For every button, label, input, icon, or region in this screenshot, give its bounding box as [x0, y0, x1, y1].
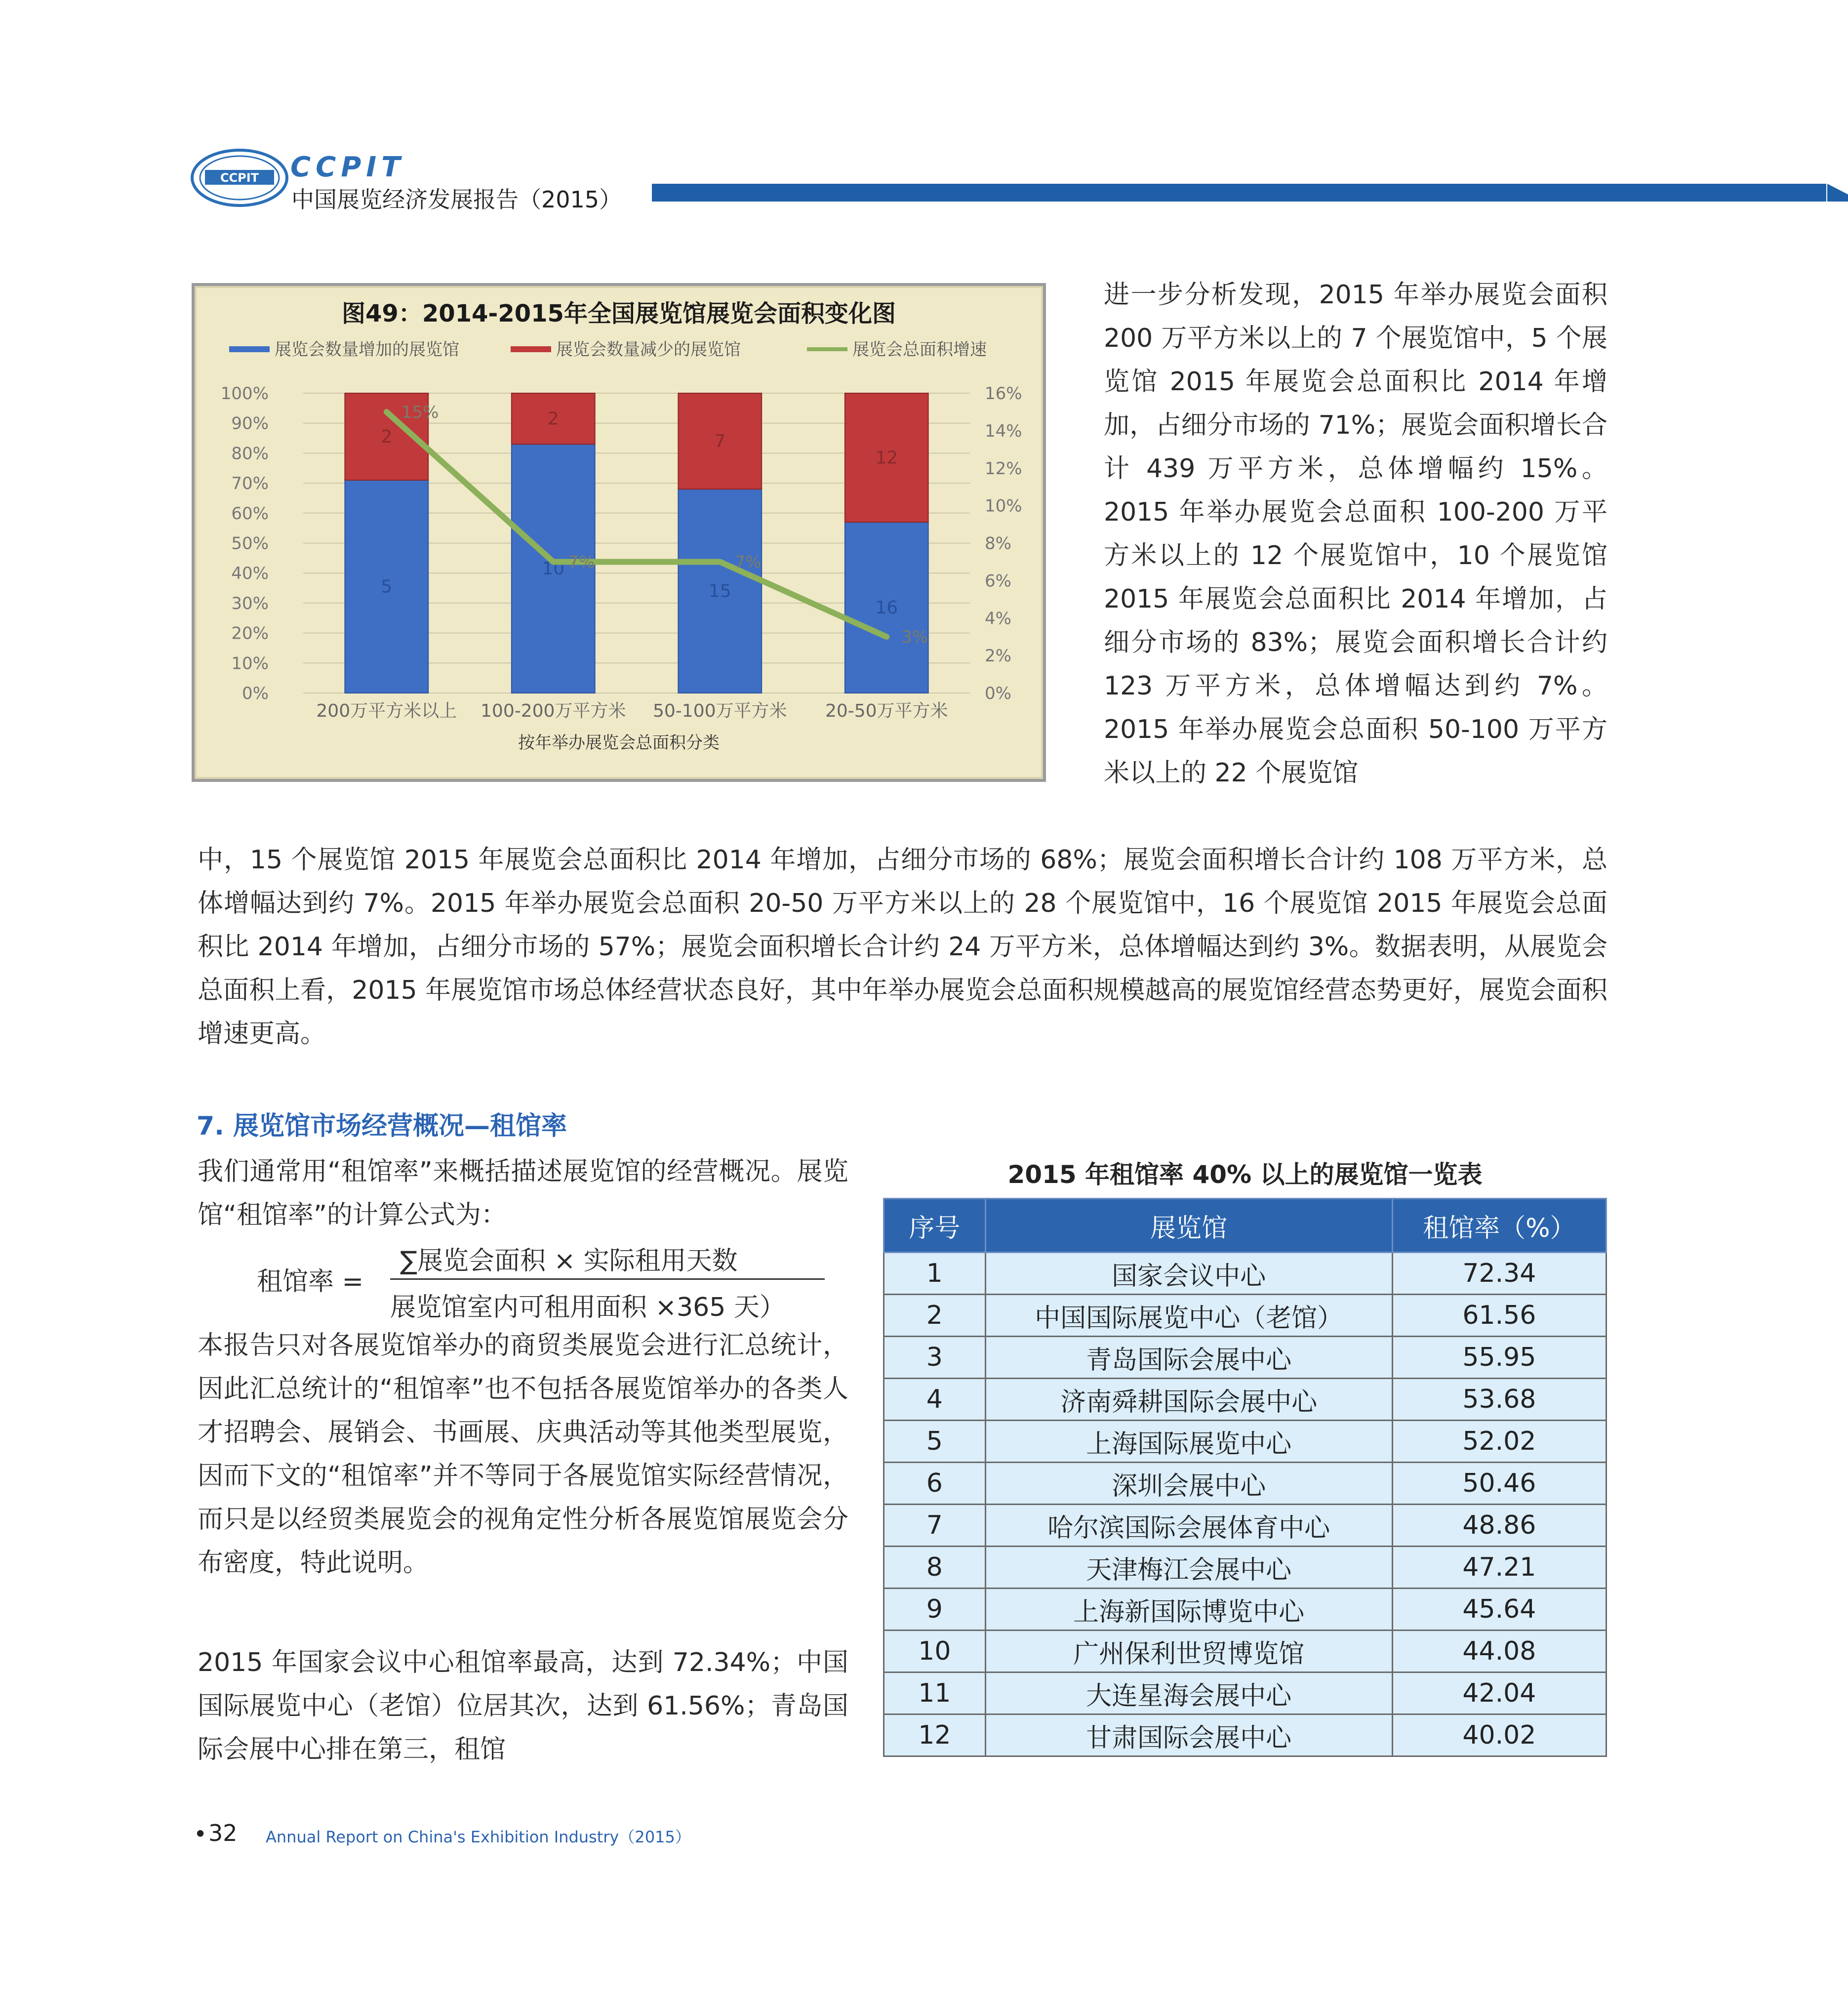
table-cell-index: 6 — [884, 1463, 986, 1505]
table-cell-venue: 国家会议中心 — [985, 1253, 1392, 1295]
table-cell-index: 2 — [884, 1295, 986, 1337]
footer-report-name: Annual Report on China's Exhibition Industry（2015） — [266, 1828, 691, 1846]
x-axis-tick-label: 50-100万平方米 — [652, 701, 787, 721]
chart-title: 图49：2014-2015年全国展览馆展览会面积变化图 — [342, 300, 896, 327]
table-cell-index: 1 — [884, 1253, 986, 1295]
table-cell-venue: 甘肃国际会展中心 — [985, 1714, 1392, 1756]
ccpit-logo — [190, 148, 289, 207]
formula-numerator: ∑展览会面积 × 实际租用天数 — [400, 1246, 738, 1276]
x-axis-title: 按年举办展览会总面积分类 — [518, 733, 720, 753]
y2-axis-tick-label: 0% — [985, 684, 1011, 703]
report-title: 中国展览经济发展报告（2015） — [291, 186, 622, 213]
y-axis-tick-label: 60% — [231, 503, 269, 524]
bar-increase-label: 16 — [875, 598, 898, 618]
table-cell-index: 3 — [884, 1337, 986, 1379]
bar-increase-label: 15 — [708, 581, 731, 602]
table-title: 2015 年租馆率 40% 以上的展览馆一览表 — [1007, 1160, 1483, 1189]
table-row — [884, 1714, 1607, 1756]
table-cell-venue: 深圳会展中心 — [985, 1463, 1392, 1505]
table-cell-rate: 45.64 — [1392, 1589, 1606, 1631]
table-row — [884, 1505, 1607, 1547]
paragraph-rental-ranking: 2015 年国家会议中心租馆率最高，达到 72.34%；中国国际展览中心（老馆）位居其次，达到 61.56%；青岛国际会展中心排在第三，租馆 — [198, 1648, 848, 1764]
rental-rate-table — [883, 1198, 1607, 1757]
table-row — [884, 1337, 1607, 1379]
y2-axis-tick-label: 2% — [985, 646, 1011, 666]
logo-text: CCPIT — [220, 171, 259, 185]
table-row — [884, 1589, 1607, 1631]
table-cell-venue: 天津梅江会展中心 — [985, 1547, 1392, 1589]
chart-svg — [195, 286, 1043, 779]
table-row — [884, 1379, 1607, 1421]
bar-increase-label: 5 — [381, 576, 393, 597]
table-cell-index: 8 — [884, 1547, 986, 1589]
growth-label: 15% — [401, 402, 439, 422]
y-axis-tick-label: 10% — [231, 653, 269, 674]
table-cell-index: 10 — [884, 1631, 986, 1672]
table-row — [884, 1253, 1607, 1295]
table-row — [884, 1463, 1607, 1505]
bar-decrease-label: 2 — [381, 427, 393, 448]
table-cell-index: 12 — [884, 1714, 986, 1756]
table-cell-rate: 48.86 — [1392, 1505, 1606, 1547]
y2-axis-tick-label: 10% — [985, 496, 1022, 516]
table-row — [884, 1421, 1607, 1463]
table-cell-venue: 上海新国际博览中心 — [985, 1589, 1392, 1631]
legend-swatch — [229, 346, 270, 352]
table-row — [884, 1672, 1607, 1714]
bar-decrease-label: 7 — [714, 431, 726, 452]
table-cell-rate: 47.21 — [1392, 1547, 1606, 1589]
table-cell-index: 4 — [884, 1379, 986, 1421]
table-cell-index: 9 — [884, 1589, 986, 1631]
y-axis-tick-label: 80% — [231, 444, 269, 464]
table-cell-rate: 52.02 — [1392, 1421, 1606, 1463]
y-axis-tick-label: 0% — [242, 684, 269, 703]
y2-axis-tick-label: 12% — [985, 458, 1022, 479]
y2-axis-tick-label: 6% — [985, 571, 1011, 591]
table-cell-venue: 广州保利世贸博览馆 — [985, 1631, 1392, 1672]
section-heading-rental-rate: 7. 展览馆市场经营概况—租馆率 — [197, 1111, 567, 1141]
x-axis-tick-label: 100-200万平方米 — [481, 701, 626, 721]
table-header-venue: 展览馆 — [985, 1199, 1392, 1253]
y2-axis-tick-label: 14% — [985, 421, 1022, 441]
table-cell-index: 7 — [884, 1505, 986, 1547]
x-axis-tick-label: 200万平方米以上 — [316, 701, 457, 721]
y2-axis-tick-label: 8% — [985, 533, 1011, 554]
table-row — [884, 1295, 1607, 1337]
rental-rate-formula — [257, 1235, 849, 1324]
formula-denominator: 展览馆室内可租用面积 ×365 天） — [390, 1293, 785, 1322]
page-number: 32 — [208, 1820, 238, 1846]
y-axis-tick-label: 50% — [231, 533, 269, 554]
table-cell-rate: 61.56 — [1392, 1295, 1606, 1337]
y-axis-tick-label: 20% — [231, 623, 269, 644]
table-cell-index: 11 — [884, 1672, 986, 1714]
bar-increase-label: 10 — [542, 559, 565, 579]
x-axis-tick-label: 20-50万平方米 — [825, 701, 948, 721]
table-cell-rate: 50.46 — [1392, 1463, 1606, 1505]
y2-axis-tick-label: 4% — [985, 609, 1011, 629]
table-header-index: 序号 — [884, 1199, 986, 1253]
y-axis-tick-label: 30% — [231, 593, 269, 613]
bar-decrease-label: 12 — [875, 448, 898, 468]
legend-label: 展览会数量增加的展览馆 — [275, 340, 459, 360]
brand-name: CCPIT — [290, 151, 405, 183]
paragraph-rental-note: 本报告只对各展览馆举办的商贸类展览会进行汇总统计，因此汇总统计的“租馆率”也不包括各展览馆举办的各类人才招聘会、展销会、书画展、庆典活动等其他类型展览，因而下文的“租馆率”并不等同于各展览馆实际经营情况，而只是以经贸类展览会的视角定性分析各展览馆展览会分布密度，特此说明。 — [198, 1331, 848, 1578]
table-header-rate: 租馆率（%） — [1392, 1199, 1606, 1253]
header-bar — [652, 184, 1826, 202]
table-cell-rate: 44.08 — [1392, 1631, 1606, 1672]
legend-label: 展览会数量减少的展览馆 — [556, 340, 741, 360]
table-header-row — [884, 1199, 1607, 1253]
table-row — [884, 1631, 1607, 1672]
table-cell-venue: 哈尔滨国际会展体育中心 — [985, 1505, 1392, 1547]
table-cell-index: 5 — [884, 1421, 986, 1463]
formula-fraction-line — [390, 1278, 825, 1280]
table-cell-venue: 中国国际展览中心（老馆） — [985, 1295, 1392, 1337]
y-axis-tick-label: 90% — [231, 413, 269, 434]
table-row — [884, 1547, 1607, 1589]
table-cell-venue: 上海国际展览中心 — [985, 1421, 1392, 1463]
bar-decrease-label: 2 — [547, 408, 559, 429]
growth-label: 3% — [901, 627, 928, 648]
table-cell-rate: 42.04 — [1392, 1672, 1606, 1714]
y2-axis-tick-label: 16% — [985, 384, 1022, 404]
table-cell-rate: 72.34 — [1392, 1253, 1606, 1295]
legend-swatch — [511, 346, 551, 352]
table-cell-rate: 55.95 — [1392, 1337, 1606, 1379]
table-cell-rate: 53.68 — [1392, 1379, 1606, 1421]
growth-label: 7% — [734, 552, 762, 572]
y-axis-tick-label: 40% — [231, 564, 269, 584]
table-cell-venue: 青岛国际会展中心 — [985, 1337, 1392, 1379]
formula-lhs: 租馆率 = — [257, 1267, 364, 1297]
footer-bullet: • — [194, 1821, 207, 1847]
chart-figure — [192, 283, 1046, 782]
table-cell-venue: 大连星海会展中心 — [985, 1672, 1392, 1714]
table-cell-venue: 济南舜耕国际会展中心 — [985, 1379, 1392, 1421]
growth-label: 7% — [568, 552, 595, 572]
paragraph-rental-intro: 我们通常用“租馆率”来概括描述展览馆的经营概况。展览馆“租馆率”的计算公式为： — [198, 1157, 848, 1230]
paragraph-analysis-2: 中，15 个展览馆 2015 年展览会总面积比 2014 年增加，占细分市场的 68%；展览会面积增长合计约 108 万平方米，总体增幅达到约 7%。2015 年举办展览会总面积 20-50 万平方米以上的 28 个展览馆中，16 个展览馆 2015 年展览会总面积比 2014 年增加，占细分市场的 57%；展览会面积增长合计约 24 万平方米，总体增幅达到约 3%。数据表明，从展览会总面积上看，2015 年展览馆市场总体经营状态良好，其中年举办展览会总面积规模越高的展览馆经营态势更好，展览会面积增速更高。 — [198, 845, 1607, 1049]
y-axis-tick-label: 100% — [220, 384, 269, 404]
header-bar-end — [1827, 184, 1848, 202]
paragraph-analysis-1: 进一步分析发现，2015 年举办展览会面积 200 万平方米以上的 7 个展览馆中，5 个展览馆 2015 年展览会总面积比 2014 年增加，占细分市场的 71%；展览会面积增长合计 439 万平方米，总体增幅约 15%。2015 年举办展览会总面积 100-200 万平方米以上的 12 个展览馆中，10 个展览馆 2015 年展览会总面积比 2014 年增加，占细分市场的 83%；展览会面积增长合计约 123 万平方米，总体增幅达到约 7%。2015 年举办展览会总面积 50-100 万平方米以上的 22 个展览馆 — [1104, 280, 1607, 788]
legend-label: 展览会总面积增速 — [852, 340, 987, 360]
y-axis-tick-label: 70% — [231, 474, 269, 494]
table-cell-rate: 40.02 — [1392, 1714, 1606, 1756]
